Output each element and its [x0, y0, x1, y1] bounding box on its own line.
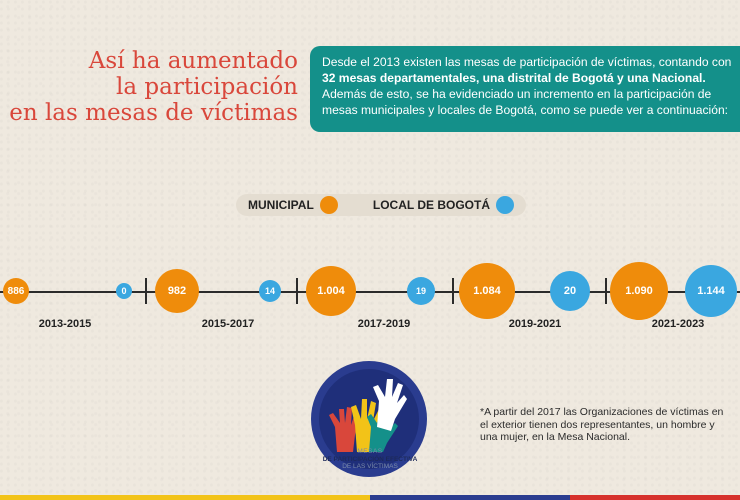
- legend-label-municipal: MUNICIPAL: [248, 198, 314, 212]
- local-value-circle: 0: [116, 283, 132, 299]
- footnote: *A partir del 2017 las Organizaciones de víctimas en el exterior tienen dos representantes, un hombre y una mujer, en la Mesa Nacional.: [480, 406, 724, 443]
- title-line-3: en las mesas de víctimas: [9, 100, 298, 126]
- timeline-divider: [296, 278, 298, 304]
- intro-text-2: Además de esto, se ha evidenciado un incremento en la participación de mesas municipales y locales de Bogotá, como se puede ver a continuación:: [322, 87, 729, 117]
- period-label: 2017-2019: [357, 318, 411, 330]
- flag-stripe: [0, 495, 740, 500]
- page-title: [0, 48, 298, 126]
- legend-label-local: LOCAL DE BOGOTÁ: [372, 198, 490, 212]
- flag-stripe-blue: [370, 495, 570, 500]
- timeline-divider: [145, 278, 147, 304]
- period-label: 2021-2023: [651, 318, 705, 330]
- timeline-divider: [452, 278, 454, 304]
- intro-text-1: Desde el 2013 existen las mesas de participación de víctimas, contando con: [322, 55, 732, 69]
- orange-dot-icon: [320, 196, 338, 214]
- logo-caption: [300, 448, 440, 471]
- period-label: 2015-2017: [201, 318, 255, 330]
- logo-line-3: DE LAS VÍCTIMAS: [342, 463, 398, 470]
- logo-line-2: DE PARTICIPACIÓN EFECTIVA: [322, 455, 418, 463]
- logo-line-1: MESAS: [357, 448, 383, 455]
- intro-box: [310, 46, 740, 132]
- legend-item-municipal: [248, 196, 338, 214]
- legend: [236, 188, 526, 222]
- municipal-value-circle: 1.004: [306, 266, 356, 316]
- flag-stripe-yellow: [0, 495, 370, 500]
- title-line-1: Así ha aumentado: [88, 48, 298, 74]
- title-line-2: la participación: [116, 74, 298, 100]
- municipal-value-circle: 1.090: [610, 262, 668, 320]
- timeline-divider: [605, 278, 607, 304]
- local-value-circle: 14: [259, 280, 281, 302]
- local-value-circle: 19: [407, 277, 435, 305]
- legend-item-local: [373, 196, 514, 214]
- blue-dot-icon: [496, 196, 514, 214]
- municipal-value-circle: 1.084: [459, 263, 515, 319]
- municipal-value-circle: 886: [3, 278, 29, 304]
- municipal-value-circle: 982: [155, 269, 199, 313]
- period-label: 2019-2021: [508, 318, 562, 330]
- local-value-circle: 20: [550, 271, 590, 311]
- flag-stripe-red: [570, 495, 740, 500]
- local-value-circle: 1.144: [685, 265, 737, 317]
- period-label: 2013-2015: [38, 318, 92, 330]
- intro-text-bold: 32 mesas departamentales, una distrital de Bogotá y una Nacional.: [322, 71, 706, 85]
